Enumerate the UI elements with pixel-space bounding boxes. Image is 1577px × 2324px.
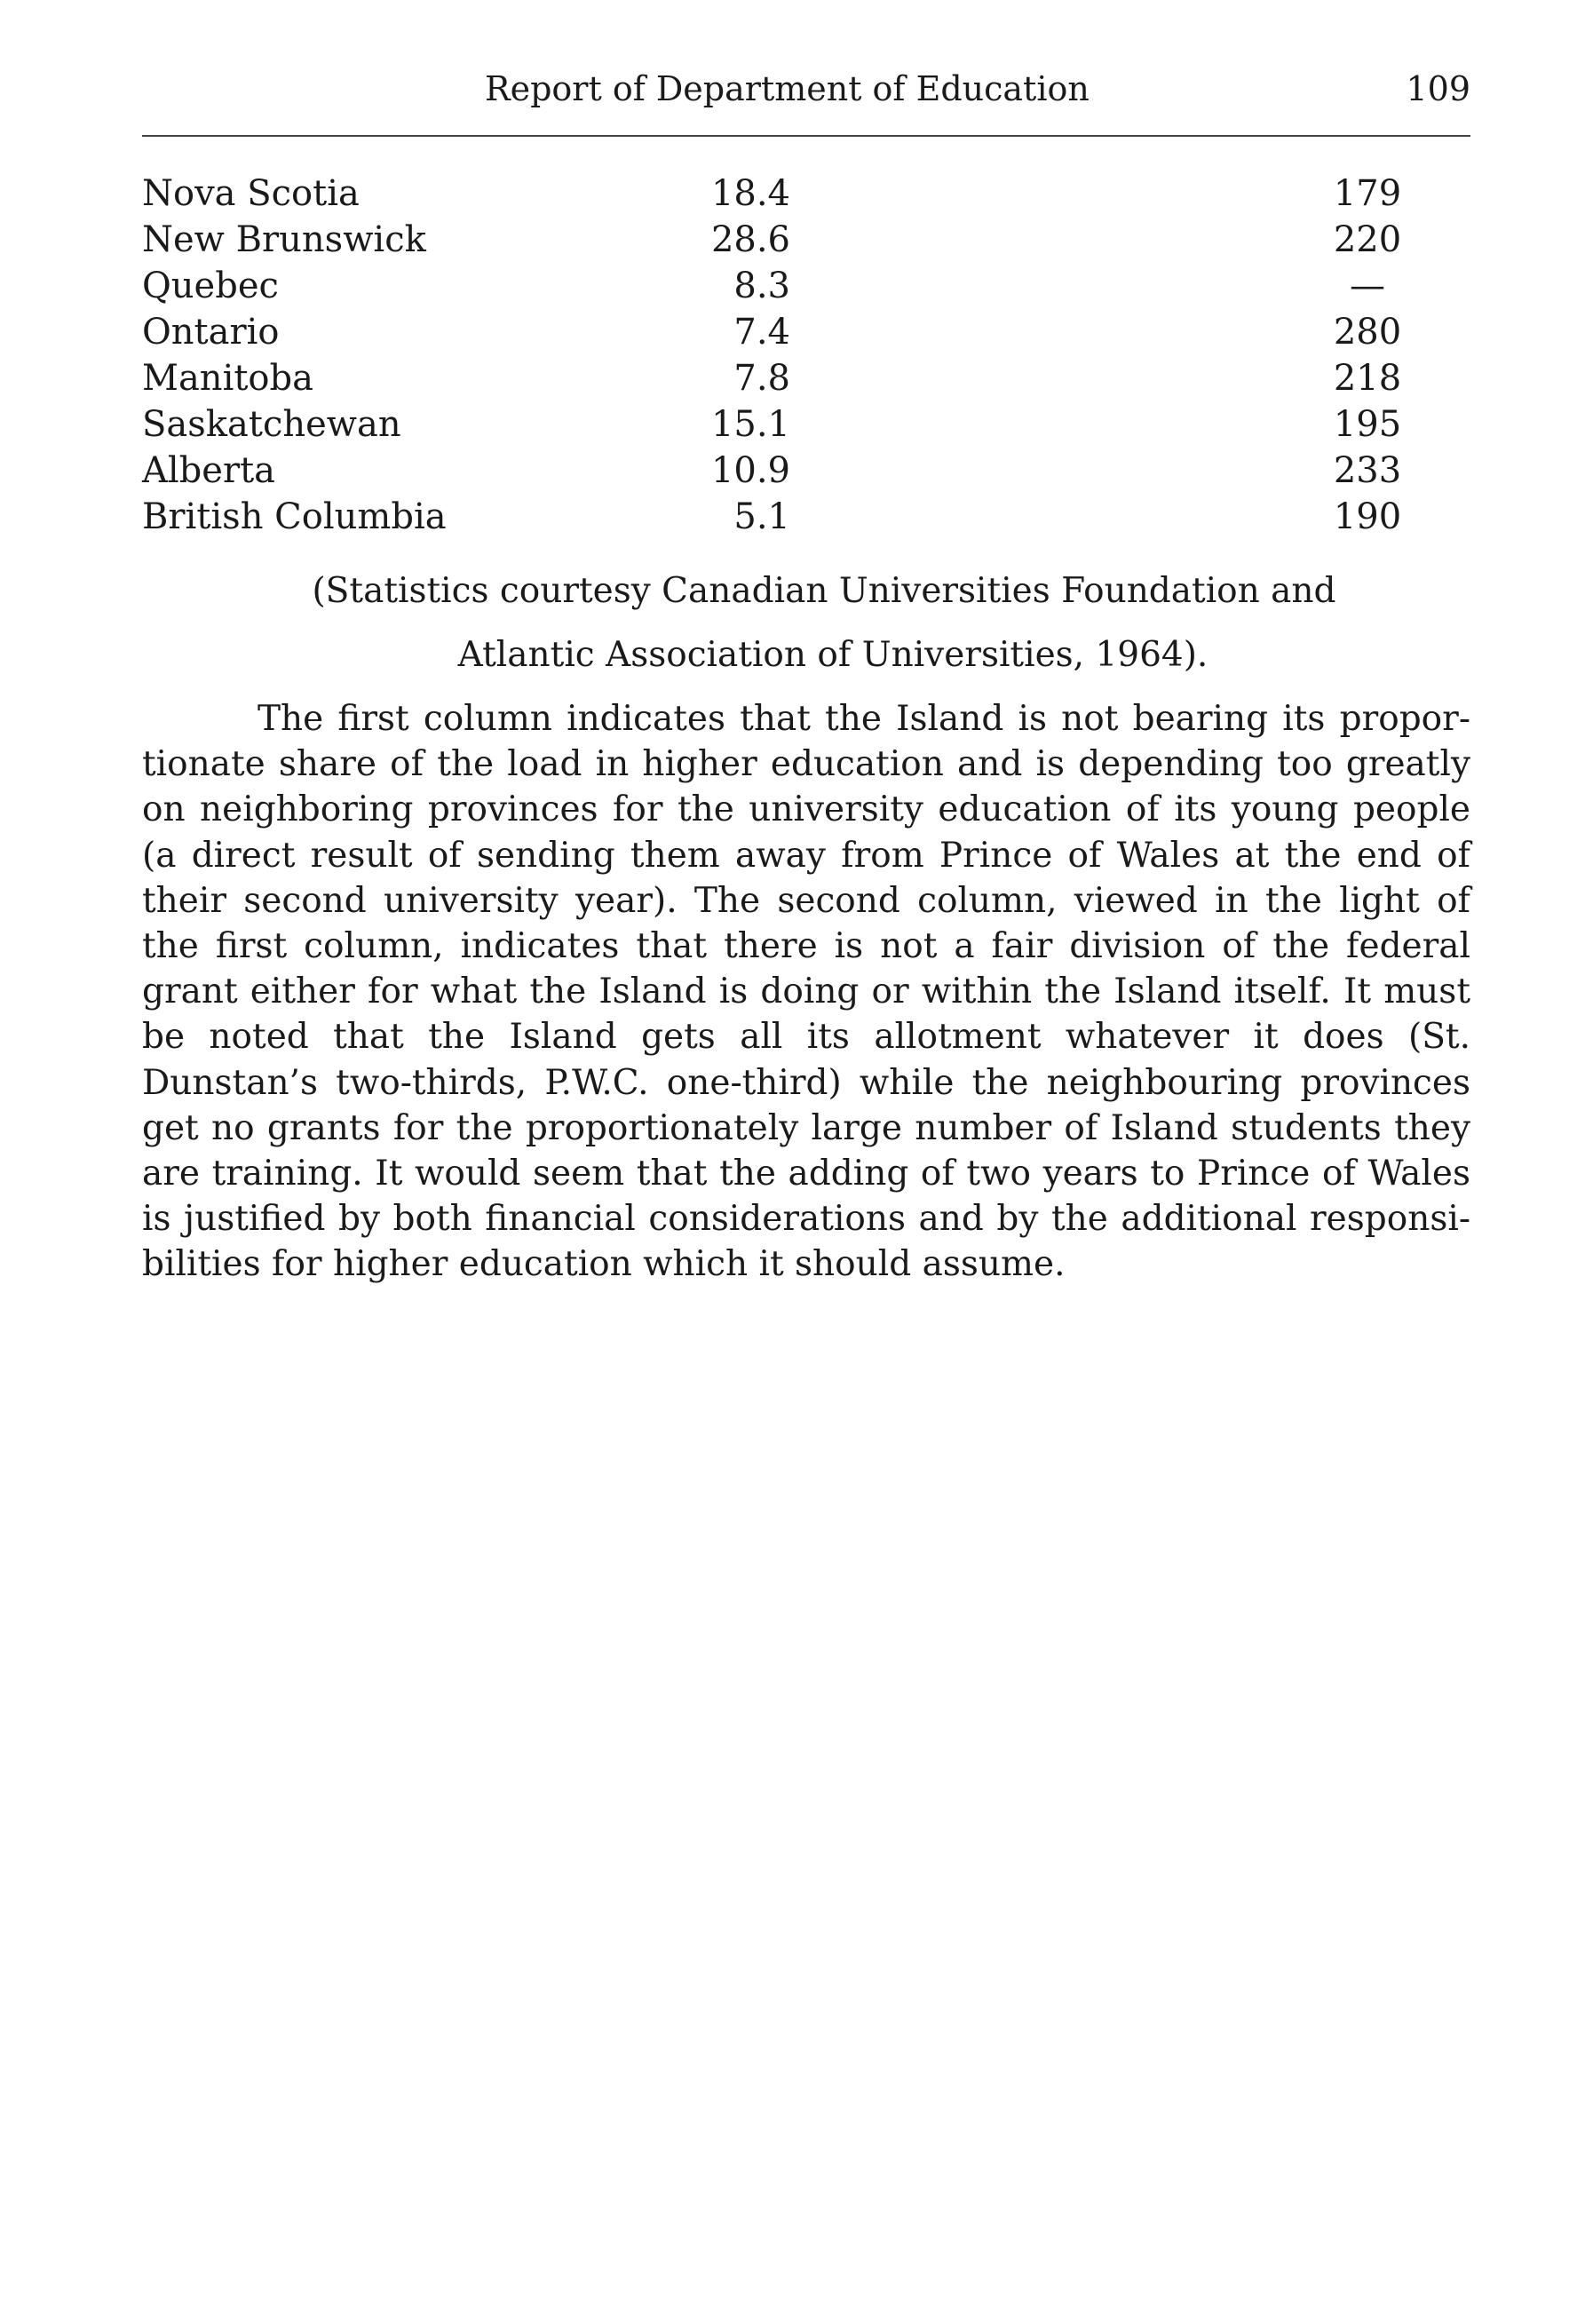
second-column-value: 233 (1333, 450, 1402, 491)
second-column-value: 179 (1333, 173, 1402, 214)
first-column-value: 5.1 (733, 496, 790, 537)
province-name: Nova Scotia (142, 173, 360, 214)
province-name: Alberta (142, 450, 275, 491)
running-header (142, 53, 1470, 124)
first-column-value: 18.4 (710, 173, 790, 214)
body-paragraph: The first column indicates that the Island is not bearing its proportionate share of the load in higher education and is depending too greatly on neighboring provinces for the university education of its young people (a direct result of sending them away from Prince of Wales at the end of their second university year). The second column, viewed in the light of the first column, indicates that there is not a fair division of the federal grant either for what the Island is doing or within the Island itself. It must be noted that the Island gets all its allotment whatever it does (St. Dunstan’s two-thirds, P.W.C. one-third) while the neighbouring provinces get no grants for the proportionately large number of Island students they are training. It would seem that the adding of two years to Prince of Wales is justified by both financial considerations and by the additional responsibilities for higher education which it should assume. (142, 699, 1470, 1285)
first-column-value: 7.8 (733, 358, 790, 399)
first-column-value: 15.1 (710, 404, 790, 445)
statistics-table (142, 171, 1470, 540)
first-column-value: 28.6 (710, 219, 790, 260)
province-name: New Brunswick (142, 219, 426, 260)
first-column-value: 7.4 (733, 312, 790, 353)
province-name: Saskatchewan (142, 404, 401, 445)
page-number: 109 (1406, 69, 1470, 108)
table-row (142, 263, 1470, 309)
source-note-line-1: (Statistics courtesy Canadian Universities Foundation and (312, 571, 1336, 611)
page (142, 53, 1470, 1322)
province-name: Quebec (142, 266, 279, 306)
table-row (142, 355, 1470, 401)
running-title: Report of Department of Education (485, 69, 1090, 108)
first-column-value: 10.9 (710, 450, 790, 491)
table-row (142, 401, 1470, 448)
source-note (142, 559, 1470, 687)
table-row (142, 171, 1470, 217)
table-row (142, 309, 1470, 355)
table-row (142, 494, 1470, 540)
first-column-value: 8.3 (733, 266, 790, 306)
second-column-value: 280 (1333, 312, 1402, 353)
province-name: Manitoba (142, 358, 313, 399)
source-note-line-2: Atlantic Association of Universities, 1964). (457, 635, 1209, 675)
second-column-value: — (1350, 266, 1385, 306)
province-name: British Columbia (142, 496, 447, 537)
province-name: Ontario (142, 312, 280, 353)
second-column-value: 218 (1333, 358, 1402, 399)
header-rule (142, 135, 1470, 137)
second-column-value: 195 (1333, 404, 1402, 445)
table-row (142, 217, 1470, 263)
second-column-value: 190 (1333, 496, 1402, 537)
second-column-value: 220 (1333, 219, 1402, 260)
table-row (142, 448, 1470, 494)
